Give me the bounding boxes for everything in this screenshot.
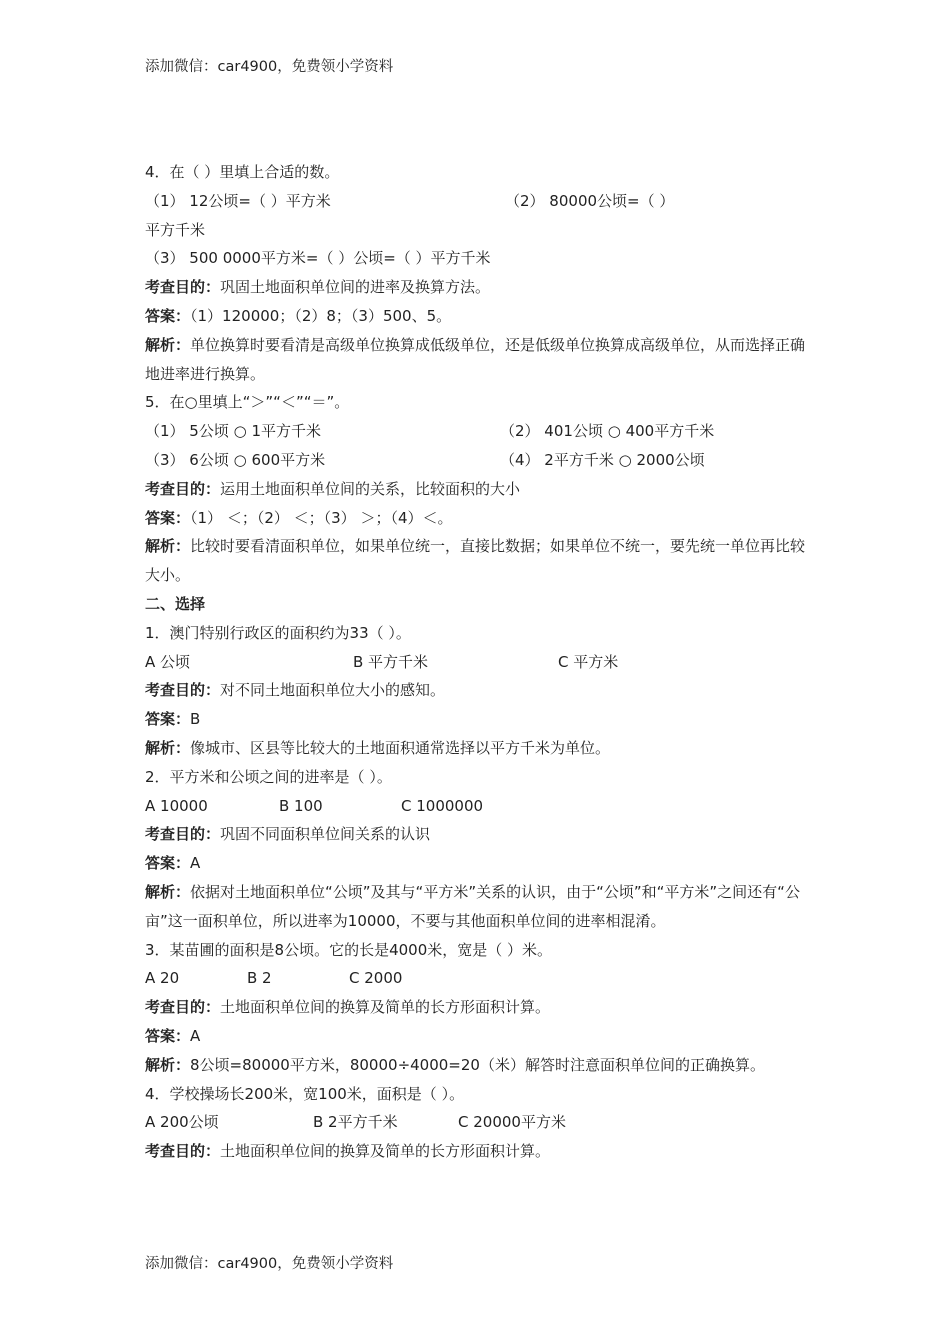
answer-label: 答案： [145, 306, 191, 325]
c4-title: 4．学校操场长200米，宽100米，面积是（ ）。 [145, 1084, 465, 1103]
explanation-text: 比较时要看清面积单位，如果单位统一，直接比数据；如果单位不统一，要先统一单位再比较大小。 [145, 537, 806, 585]
c3-title: 3．某苗圃的面积是8公顷。它的长是4000米，宽是（ ）米。 [145, 940, 553, 959]
answer-text: B [190, 710, 201, 729]
answer-text: A [190, 1026, 201, 1045]
option-b: B 100 [279, 796, 323, 815]
q5-item-4: （4） 2平方千米 ○ 2000公顷 [500, 450, 705, 469]
option-c: C 1000000 [401, 796, 484, 815]
c2-aim [145, 820, 810, 849]
q4-item-3: （3） 500 0000平方米=（ ）公顷=（ ）平方千米 [145, 249, 491, 268]
option-b: B 2 [247, 969, 272, 988]
c1-title: 1．澳门特别行政区的面积约为33（ ）。 [145, 623, 411, 642]
c2-options [145, 792, 810, 821]
answer-text: （1） ＜；（2） ＜；（3） ＞；（4）＜。 [190, 508, 453, 527]
c3-explanation [145, 1051, 810, 1080]
c3-answer [145, 1022, 810, 1051]
section-title: 二、选择 [145, 594, 206, 613]
aim-text: 巩固不同面积单位间关系的认识 [220, 825, 431, 844]
c3-options [145, 964, 810, 993]
aim-label: 考查目的： [145, 1142, 221, 1161]
q5-item-1: （1） 5公顷 ○ 1平方千米 [145, 422, 322, 441]
q5-item-3: （3） 6公顷 ○ 600平方米 [145, 450, 326, 469]
option-c: C 平方米 [558, 652, 619, 671]
c4-options [145, 1108, 810, 1137]
q5-aim [145, 475, 810, 504]
q4-item-2: （2） 80000公顷=（ ） [505, 191, 675, 210]
aim-label: 考查目的： [145, 825, 221, 844]
aim-label: 考查目的： [145, 479, 221, 498]
document-body [145, 158, 810, 1166]
q4-item-2-unit: 平方千米 [145, 220, 206, 239]
explanation-label: 解析： [145, 1055, 191, 1074]
c3-aim [145, 993, 810, 1022]
explanation-label: 解析： [145, 537, 191, 556]
q4-line1 [145, 187, 810, 216]
option-a: A 20 [145, 969, 180, 988]
c1-aim [145, 676, 810, 705]
q4-explanation [145, 331, 810, 389]
option-c: C 20000平方米 [458, 1113, 566, 1132]
c2-answer [145, 849, 810, 878]
explanation-text: 单位换算时要看清是高级单位换算成低级单位，还是低级单位换算成高级单位，从而选择正确地进率进行换算。 [145, 335, 806, 383]
aim-label: 考查目的： [145, 681, 221, 700]
explanation-text: 依据对土地面积单位“公顷”及其与“平方米”关系的认识，由于“公顷”和“平方米”之间还有“公亩”这一面积单位，所以进率为10000，不要与其他面积单位间的进率相混淆。 [145, 882, 800, 930]
q5-row1 [145, 417, 810, 446]
aim-text: 对不同土地面积单位大小的感知。 [220, 681, 446, 700]
explanation-text: 8公顷=80000平方米，80000÷4000=20（米）解答时注意面积单位间的正确换算。 [190, 1055, 765, 1074]
answer-text: A [190, 854, 201, 873]
option-a: A 200公顷 [145, 1113, 219, 1132]
q4-aim [145, 273, 810, 302]
c1-options [145, 648, 810, 677]
explanation-label: 解析： [145, 738, 191, 757]
answer-label: 答案： [145, 710, 191, 729]
page-footer: 添加微信：car4900，免费领小学资料 [145, 1256, 394, 1272]
c2-title: 2．平方米和公顷之间的进率是（ ）。 [145, 767, 392, 786]
q5-row2 [145, 446, 810, 475]
option-a: A 公顷 [145, 652, 191, 671]
option-c: C 2000 [349, 969, 403, 988]
q4-item-1: （1） 12公顷=（ ）平方米 [145, 191, 331, 210]
q5-explanation [145, 532, 810, 590]
aim-text: 土地面积单位间的换算及简单的长方形面积计算。 [220, 1142, 551, 1161]
aim-text: 土地面积单位间的换算及简单的长方形面积计算。 [220, 998, 551, 1017]
c1-answer [145, 705, 810, 734]
option-a: A 10000 [145, 796, 208, 815]
c4-aim [145, 1137, 810, 1166]
explanation-label: 解析： [145, 882, 191, 901]
c2-explanation [145, 878, 810, 936]
aim-text: 运用土地面积单位间的关系，比较面积的大小 [220, 479, 521, 498]
explanation-text: 像城市、区县等比较大的土地面积通常选择以平方千米为单位。 [190, 738, 611, 757]
answer-label: 答案： [145, 854, 191, 873]
q5-title: 5．在○里填上“＞”“＜”“＝”。 [145, 393, 350, 412]
answer-label: 答案： [145, 1026, 191, 1045]
aim-text: 巩固土地面积单位间的进率及换算方法。 [220, 278, 491, 297]
c1-explanation [145, 734, 810, 763]
q5-answer [145, 504, 810, 533]
explanation-label: 解析： [145, 335, 191, 354]
aim-label: 考查目的： [145, 998, 221, 1017]
option-b: B 平方千米 [353, 652, 429, 671]
q4-answer [145, 302, 810, 331]
q4-title: 4．在（ ）里填上合适的数。 [145, 163, 340, 181]
aim-label: 考查目的： [145, 278, 221, 297]
answer-label: 答案： [145, 508, 191, 527]
q5-item-2: （2） 401公顷 ○ 400平方千米 [500, 422, 715, 441]
answer-text: （1）120000；（2）8；（3）500、5。 [190, 306, 452, 325]
option-b: B 2平方千米 [313, 1113, 398, 1132]
page-header: 添加微信：car4900，免费领小学资料 [145, 59, 394, 75]
